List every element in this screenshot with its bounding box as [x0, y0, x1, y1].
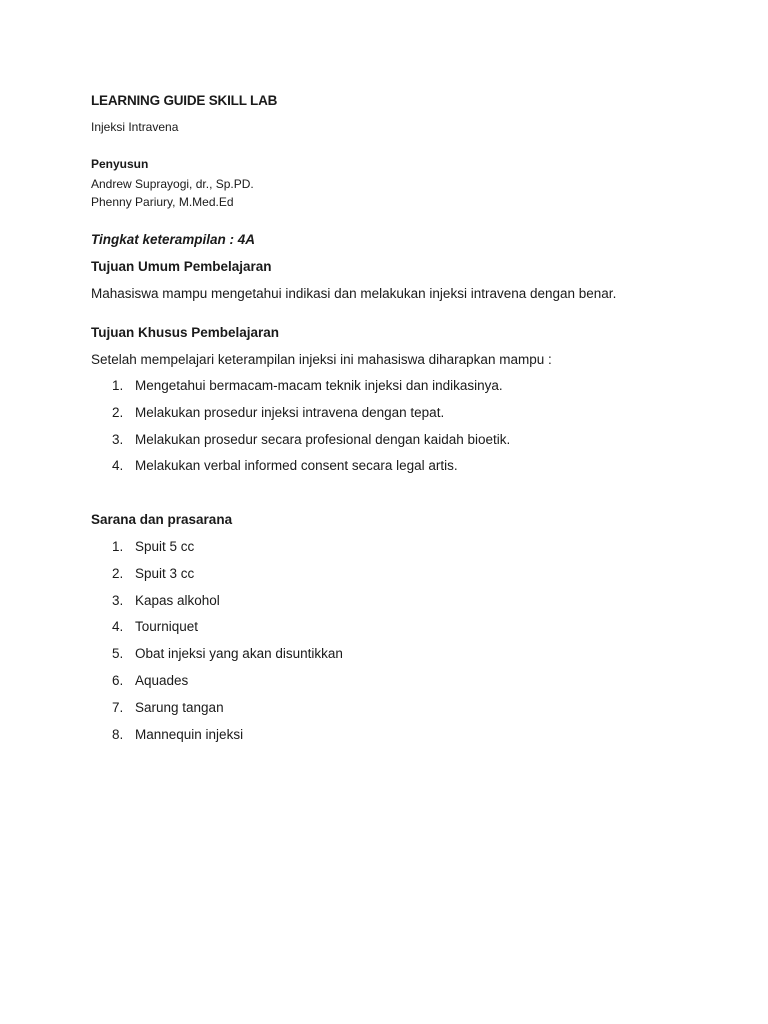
list-text: Mengetahui bermacam-macam teknik injeksi dan indikasinya. — [135, 378, 503, 393]
list-number: 5. — [112, 646, 124, 662]
list-text: Obat injeksi yang akan disuntikkan — [135, 646, 343, 662]
list-number: 8. — [112, 726, 124, 742]
list-number: 1. — [112, 539, 124, 554]
list-text: Melakukan verbal informed consent secara legal artis. — [135, 458, 458, 474]
document-subtitle: Injeksi Intravena — [91, 120, 179, 134]
list-number: 2. — [112, 565, 124, 581]
skill-level: Tingkat keterampilan : 4A — [91, 232, 256, 247]
list-text: Spuit 5 cc — [135, 539, 195, 554]
list-text: Spuit 3 cc — [135, 565, 195, 581]
list-text: Melakukan prosedur injeksi intravena dengan tepat. — [135, 404, 445, 420]
list-number: 1. — [112, 378, 124, 393]
author-name: Andrew Suprayogi, dr., Sp.PD. — [91, 177, 254, 191]
specific-objectives-heading: Tujuan Khusus Pembelajaran — [91, 325, 280, 340]
list-number: 6. — [112, 672, 124, 688]
list-number: 4. — [112, 458, 124, 474]
authors-heading: Penyusun — [91, 157, 149, 171]
list-number: 7. — [112, 699, 124, 715]
general-objective-heading: Tujuan Umum Pembelajaran — [91, 259, 272, 274]
list-text: Aquades — [135, 672, 189, 688]
list-text: Kapas alkohol — [135, 592, 220, 608]
list-number: 3. — [112, 431, 124, 447]
list-text: Mannequin injeksi — [135, 726, 244, 742]
list-text: Sarung tangan — [135, 699, 224, 715]
author-name: Phenny Pariury, M.Med.Ed — [91, 195, 234, 209]
document-title: LEARNING GUIDE SKILL LAB — [91, 93, 278, 108]
list-text: Melakukan prosedur secara profesional dengan kaidah bioetik. — [135, 431, 511, 447]
general-objective-text: Mahasiswa mampu mengetahui indikasi dan melakukan injeksi intravena dengan benar. — [91, 286, 617, 301]
list-text: Tourniquet — [135, 619, 199, 635]
list-number: 3. — [112, 592, 124, 608]
facilities-heading: Sarana dan prasarana — [91, 512, 233, 527]
list-number: 2. — [112, 404, 124, 420]
specific-objectives-intro: Setelah mempelajari keterampilan injeksi ini mahasiswa diharapkan mampu : — [91, 352, 552, 367]
list-number: 4. — [112, 619, 124, 635]
